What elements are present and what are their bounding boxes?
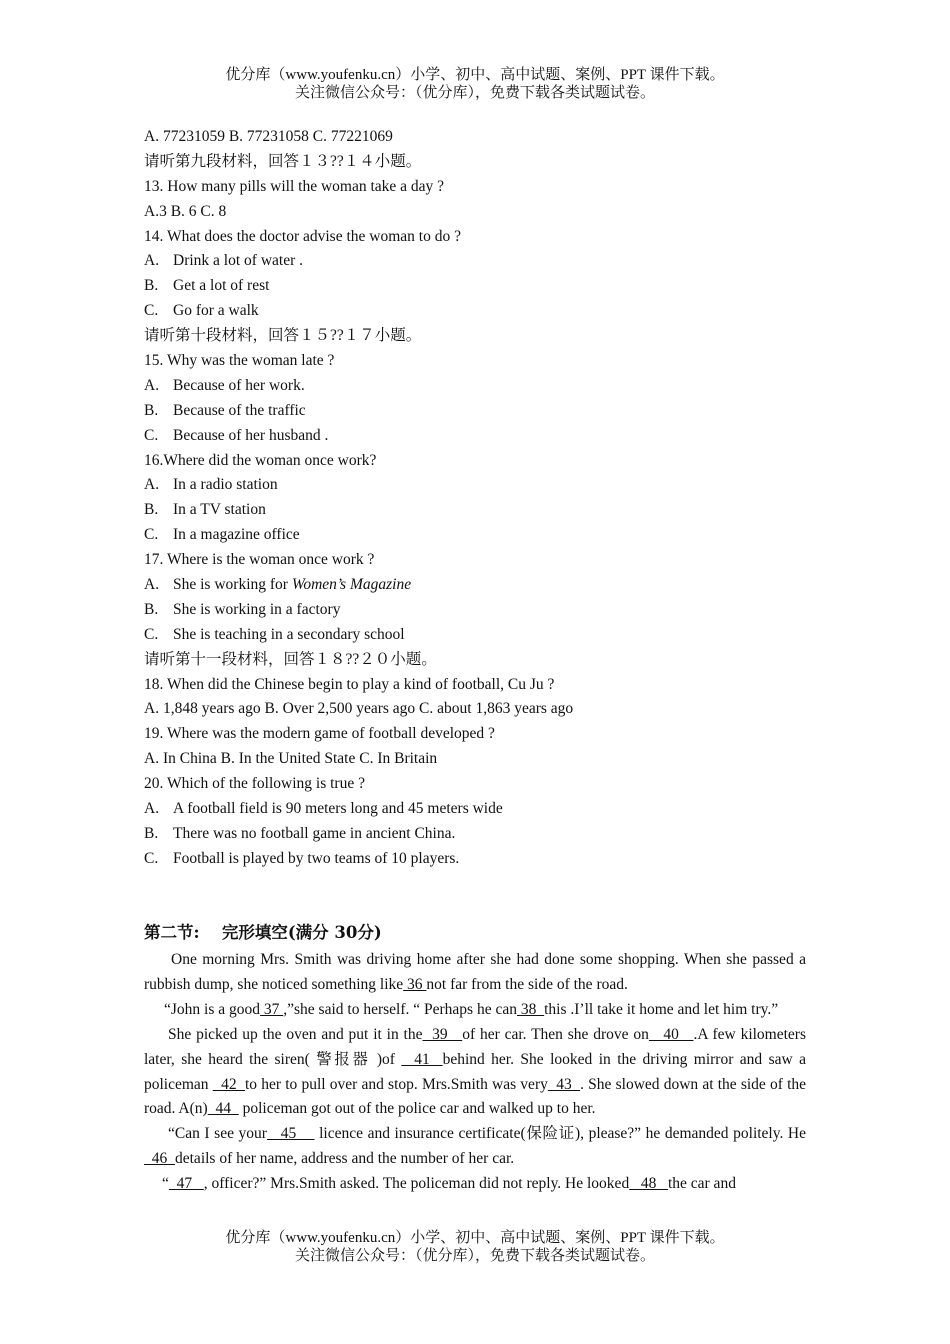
question-20: 20. Which of the following is true ?	[144, 775, 365, 793]
option-16b	[144, 498, 806, 523]
blank-47: 47	[168, 1175, 204, 1193]
question-19: 19. Where was the modern game of football developed ?	[144, 725, 495, 743]
option-text: Because of her husband .	[173, 426, 329, 444]
option-15c	[144, 424, 806, 449]
blank-45: 45	[266, 1125, 315, 1143]
answer-choices-18: A. 1,848 years ago B. Over 2,500 years ago C. about 1,863 years ago	[144, 700, 574, 718]
instruction-section-9: 请听第九段材料，回答１３??１４小题。	[144, 152, 422, 170]
paragraph-text: “Can I see your	[168, 1125, 267, 1143]
option-16a	[144, 473, 806, 498]
section-title: 第二节: 完形填空(满分 30分)	[144, 923, 382, 942]
option-letter: B.	[144, 401, 159, 419]
cloze-paragraph-5	[144, 1172, 806, 1197]
option-letter: C.	[144, 426, 159, 444]
option-16c	[144, 523, 806, 548]
option-20c	[144, 847, 806, 872]
paragraph-text: to her to pull over and stop. Mrs.Smith was very	[245, 1075, 548, 1093]
cloze-section	[144, 919, 806, 1197]
blank-43: 43	[547, 1075, 581, 1093]
option-letter: C.	[144, 849, 159, 867]
paragraph-text: , officer?” Mrs.Smith asked. The policeman did not reply. He looked	[203, 1175, 630, 1193]
option-letter: A.	[144, 476, 160, 494]
cloze-paragraph-1	[144, 948, 806, 998]
option-letter: C.	[144, 302, 159, 320]
option-text: She is teaching in a secondary school	[173, 625, 405, 643]
paragraph-text: “John is a good	[164, 1000, 261, 1018]
option-letter: C.	[144, 625, 159, 643]
answer-choices-12: A. 77231059 B. 77231058 C. 77221069	[144, 128, 393, 145]
option-letter: C.	[144, 526, 159, 544]
paragraph-text: licence and insurance certificate(保险证), please?” he demanded politely. He	[314, 1125, 807, 1143]
paragraph-text: .A few kilometers later, she heard the siren( 警报器 )of	[144, 1025, 806, 1068]
answer-choices-19: A. In China B. In the United State C. In Britain	[144, 750, 438, 768]
question-13: 13. How many pills will the woman take a day ?	[144, 177, 445, 195]
option-text: She is working in a factory	[173, 600, 341, 618]
option-17c	[144, 623, 806, 648]
option-15b	[144, 399, 806, 424]
paragraph-text: details of her name, address and the number of her car.	[175, 1150, 515, 1168]
paragraph-text: One morning Mrs. Smith was driving home after she had done some shopping. When she passed a rubbish dump, she noticed something like	[144, 951, 806, 993]
footer-line-2: 关注微信公众号：（优分库），免费下载各类试题试卷。	[294, 1248, 655, 1264]
question-17: 17. Where is the woman once work ?	[144, 551, 375, 569]
paragraph-text: ,”she said to herself. “ Perhaps he can	[283, 1000, 517, 1018]
option-14c	[144, 299, 806, 324]
option-text: She is working for	[173, 576, 292, 594]
option-text: In a radio station	[173, 476, 278, 494]
option-letter: B.	[144, 824, 159, 842]
paragraph-text: behind her. She looked in the driving mirror and saw a policeman	[144, 1050, 807, 1093]
page-footer	[0, 1229, 950, 1265]
option-text: There was no football game in ancient China.	[173, 824, 456, 842]
paragraph-text: not far from the side of the road.	[426, 975, 628, 993]
listening-section	[144, 125, 806, 872]
cloze-paragraph-4	[144, 1122, 806, 1172]
option-letter: B.	[144, 277, 159, 295]
option-text: Go for a walk	[173, 302, 259, 320]
option-letter: A.	[144, 800, 160, 818]
header-line-2: 关注微信公众号：（优分库），免费下载各类试题试卷。	[294, 85, 655, 101]
magazine-title: Women’s Magazine	[291, 576, 412, 594]
paragraph-text: She picked up the oven and put it in the	[168, 1025, 423, 1043]
option-letter: A.	[144, 252, 160, 270]
option-17a	[144, 573, 806, 598]
option-text: A football field is 90 meters long and 45 meters wide	[173, 800, 503, 818]
header-line-1: 优分库（www.youfenku.cn）小学、初中、高中试题、案例、PPT 课件下载。	[225, 67, 725, 83]
option-letter: B.	[144, 600, 159, 618]
option-20a	[144, 797, 806, 822]
blank-41: 41	[401, 1050, 443, 1068]
paragraph-text: “	[162, 1175, 169, 1193]
blank-37: 37	[260, 1000, 284, 1018]
option-14a	[144, 249, 806, 274]
blank-42: 42	[212, 1075, 245, 1093]
paragraph-text: this .I’ll take it home and let him try.”	[544, 1000, 779, 1018]
blank-44: 44	[207, 1100, 239, 1118]
page-header	[0, 66, 950, 102]
option-20b	[144, 822, 806, 847]
option-text: Get a lot of rest	[173, 277, 270, 295]
option-letter: B.	[144, 501, 159, 519]
option-text: In a magazine office	[173, 526, 300, 544]
cloze-paragraph-2	[144, 998, 806, 1023]
option-17b	[144, 598, 806, 623]
question-14: 14. What does the doctor advise the woman to do ?	[144, 227, 461, 245]
instruction-section-11: 请听第十一段材料，回答１８??２０小题。	[144, 650, 437, 668]
blank-38: 38	[516, 1000, 545, 1018]
option-14b	[144, 274, 806, 299]
question-16: 16.Where did the woman once work?	[144, 451, 377, 469]
blank-36: 36	[403, 975, 427, 993]
paragraph-text: the car and	[667, 1175, 736, 1193]
blank-39: 39	[422, 1025, 463, 1043]
cloze-paragraph-3	[144, 1023, 806, 1123]
blank-46: 46	[144, 1150, 175, 1168]
option-15a	[144, 374, 806, 399]
option-text: Drink a lot of water .	[173, 252, 303, 270]
option-letter: A.	[144, 376, 160, 394]
answer-choices-13: A.3 B. 6 C. 8	[144, 202, 227, 220]
option-text: Because of the traffic	[173, 401, 306, 419]
blank-40: 40	[648, 1025, 694, 1043]
option-text: In a TV station	[173, 501, 266, 519]
question-18: 18. When did the Chinese begin to play a kind of football, Cu Ju ?	[144, 675, 555, 693]
option-letter: A.	[144, 576, 160, 594]
option-text: Because of her work.	[173, 376, 305, 394]
instruction-section-10: 请听第十段材料，回答１５??１７小题。	[144, 327, 422, 345]
paragraph-text: of her car. Then she drove on	[462, 1025, 649, 1043]
footer-line-1: 优分库（www.youfenku.cn）小学、初中、高中试题、案例、PPT 课件下载。	[225, 1230, 725, 1246]
option-text: Football is played by two teams of 10 players.	[173, 849, 460, 867]
paragraph-text: . She slowed down at the side of the road. A(n)	[144, 1075, 807, 1118]
blank-48: 48	[629, 1175, 668, 1193]
paragraph-text: policeman got out of the police car and walked up to her.	[238, 1100, 596, 1118]
question-15: 15. Why was the woman late ?	[144, 352, 335, 370]
